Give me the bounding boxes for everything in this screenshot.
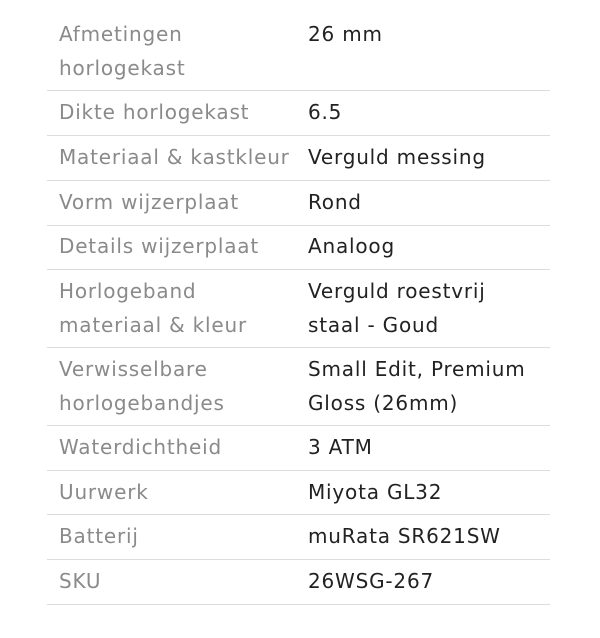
spec-value: Small Edit, Premium Gloss (26mm) — [308, 357, 526, 415]
spec-value: 26 mm — [308, 22, 383, 46]
row-divider — [47, 514, 550, 515]
row-divider — [47, 90, 550, 91]
spec-value: 3 ATM — [308, 435, 373, 459]
spec-value: muRata SR621SW — [308, 524, 501, 548]
spec-label: Dikte horlogekast — [59, 100, 250, 124]
row-divider — [47, 180, 550, 181]
row-divider — [47, 604, 550, 605]
spec-value: Verguld messing — [308, 145, 486, 169]
row-divider — [47, 559, 550, 560]
spec-label: Verwisselbare horlogebandjes — [59, 357, 225, 415]
spec-value: 26WSG-267 — [308, 569, 435, 593]
spec-label: Uurwerk — [59, 480, 149, 504]
spec-label: Waterdichtheid — [59, 435, 222, 459]
row-divider — [47, 135, 550, 136]
spec-value: Miyota GL32 — [308, 480, 443, 504]
spec-value: Verguld roestvrij staal - Goud — [308, 279, 486, 337]
row-divider — [47, 425, 550, 426]
spec-value: Analoog — [308, 234, 395, 258]
row-divider — [47, 269, 550, 270]
spec-label: Afmetingen horlogekast — [59, 22, 186, 80]
spec-label: Details wijzerplaat — [59, 234, 259, 258]
spec-label: Materiaal & kastkleur — [59, 145, 290, 169]
spec-value: 6.5 — [308, 100, 343, 124]
spec-value: Rond — [308, 190, 362, 214]
spec-label: SKU — [59, 569, 102, 593]
row-divider — [47, 347, 550, 348]
spec-label: Horlogeband materiaal & kleur — [59, 279, 247, 337]
spec-label: Batterij — [59, 524, 139, 548]
spec-label: Vorm wijzerplaat — [59, 190, 239, 214]
row-divider — [47, 225, 550, 226]
row-divider — [47, 470, 550, 471]
